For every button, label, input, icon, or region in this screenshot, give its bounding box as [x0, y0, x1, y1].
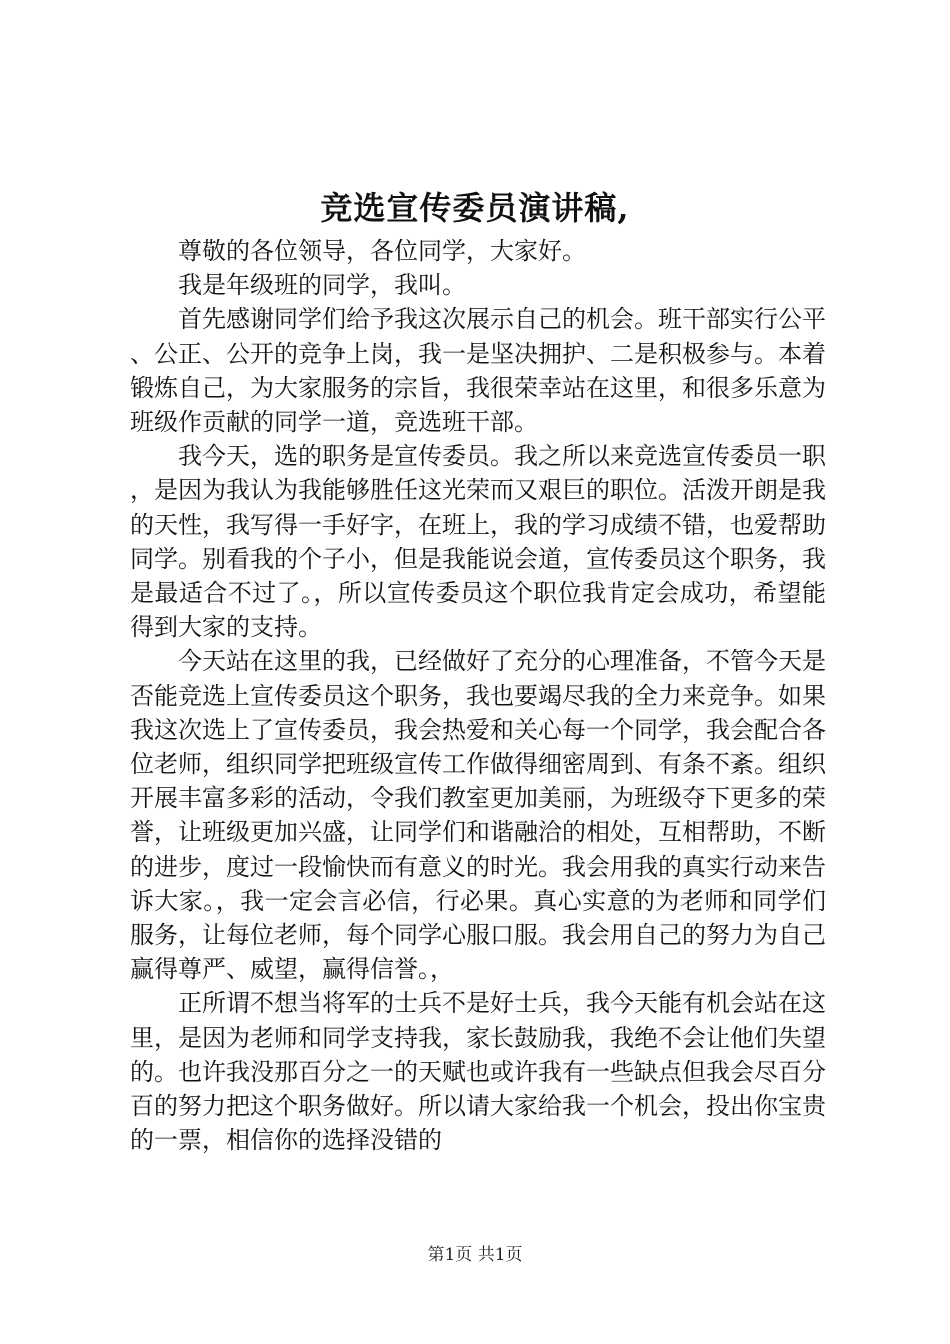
paragraph-closing: 正所谓不想当将军的士兵不是好士兵，我今天能有机会站在这里，是因为老师和同学支持我，家长鼓励我，我绝不会让他们失望的。也许我没那百分之一的天赋也或许我有一些缺点但我会尽百分百的努力把这个职务做好。所以请大家给我一个机会，投出你宝贵的一票，相信你的选择没错的 — [130, 989, 826, 1155]
paragraph-greeting: 尊敬的各位领导，各位同学，大家好。 — [178, 237, 586, 265]
paragraph-position: 我今天，选的职务是宣传委员。我之所以来竞选宣传委员一职，是因为我认为我能够胜任这光荣而又艰巨的职位。活泼开朗是我的天性，我写得一手好字，在班上，我的学习成绩不错，也爱帮助同学。别看我的个子小，但是我能说会道，宣传委员这个职务，我是最适合不过了。，所以宣传委员这个职位我肯定会成功，希望能得到大家的支持。 — [130, 442, 826, 642]
paragraph-self-intro: 我是年级班的同学，我叫。 — [178, 271, 466, 300]
paragraph-commitment: 今天站在这里的我，已经做好了充分的心理准备，不管今天是否能竞选上宣传委员这个职务，我也要竭尽我的全力来竞争。如果我这次选上了宣传委员，我会热爱和关心每一个同学，我会配合各位老师，组织同学把班级宣传工作做得细密周到、有条不紊。组织开展丰富多彩的活动，令我们教室更加美丽，为班级夺下更多的荣誉，让班级更加兴盛，让同学们和谐融洽的相处，互相帮助，不断的进步，度过一段愉快而有意义的时光。我会用我的真实行动来告诉大家。，我一定会言必信，行必果。真心实意的为老师和同学们服务，让每位老师，每个同学心服口服。我会用自己的努力为自己赢得尊严、威望，赢得信誉。， — [130, 647, 826, 984]
document-title: 竞选宣传委员演讲稿, — [320, 189, 630, 227]
page-number-footer: 第1页 共1页 — [427, 1245, 523, 1265]
paragraph-thanks: 首先感谢同学们给予我这次展示自己的机会。班干部实行公平、公正、公开的竞争上岗，我一是坚决拥护、二是积极参与。本着锻炼自己，为大家服务的宗旨，我很荣幸站在这里，和很多乐意为班级作贡献的同学一道，竞选班干部。 — [130, 305, 826, 437]
document-body — [130, 234, 826, 1157]
